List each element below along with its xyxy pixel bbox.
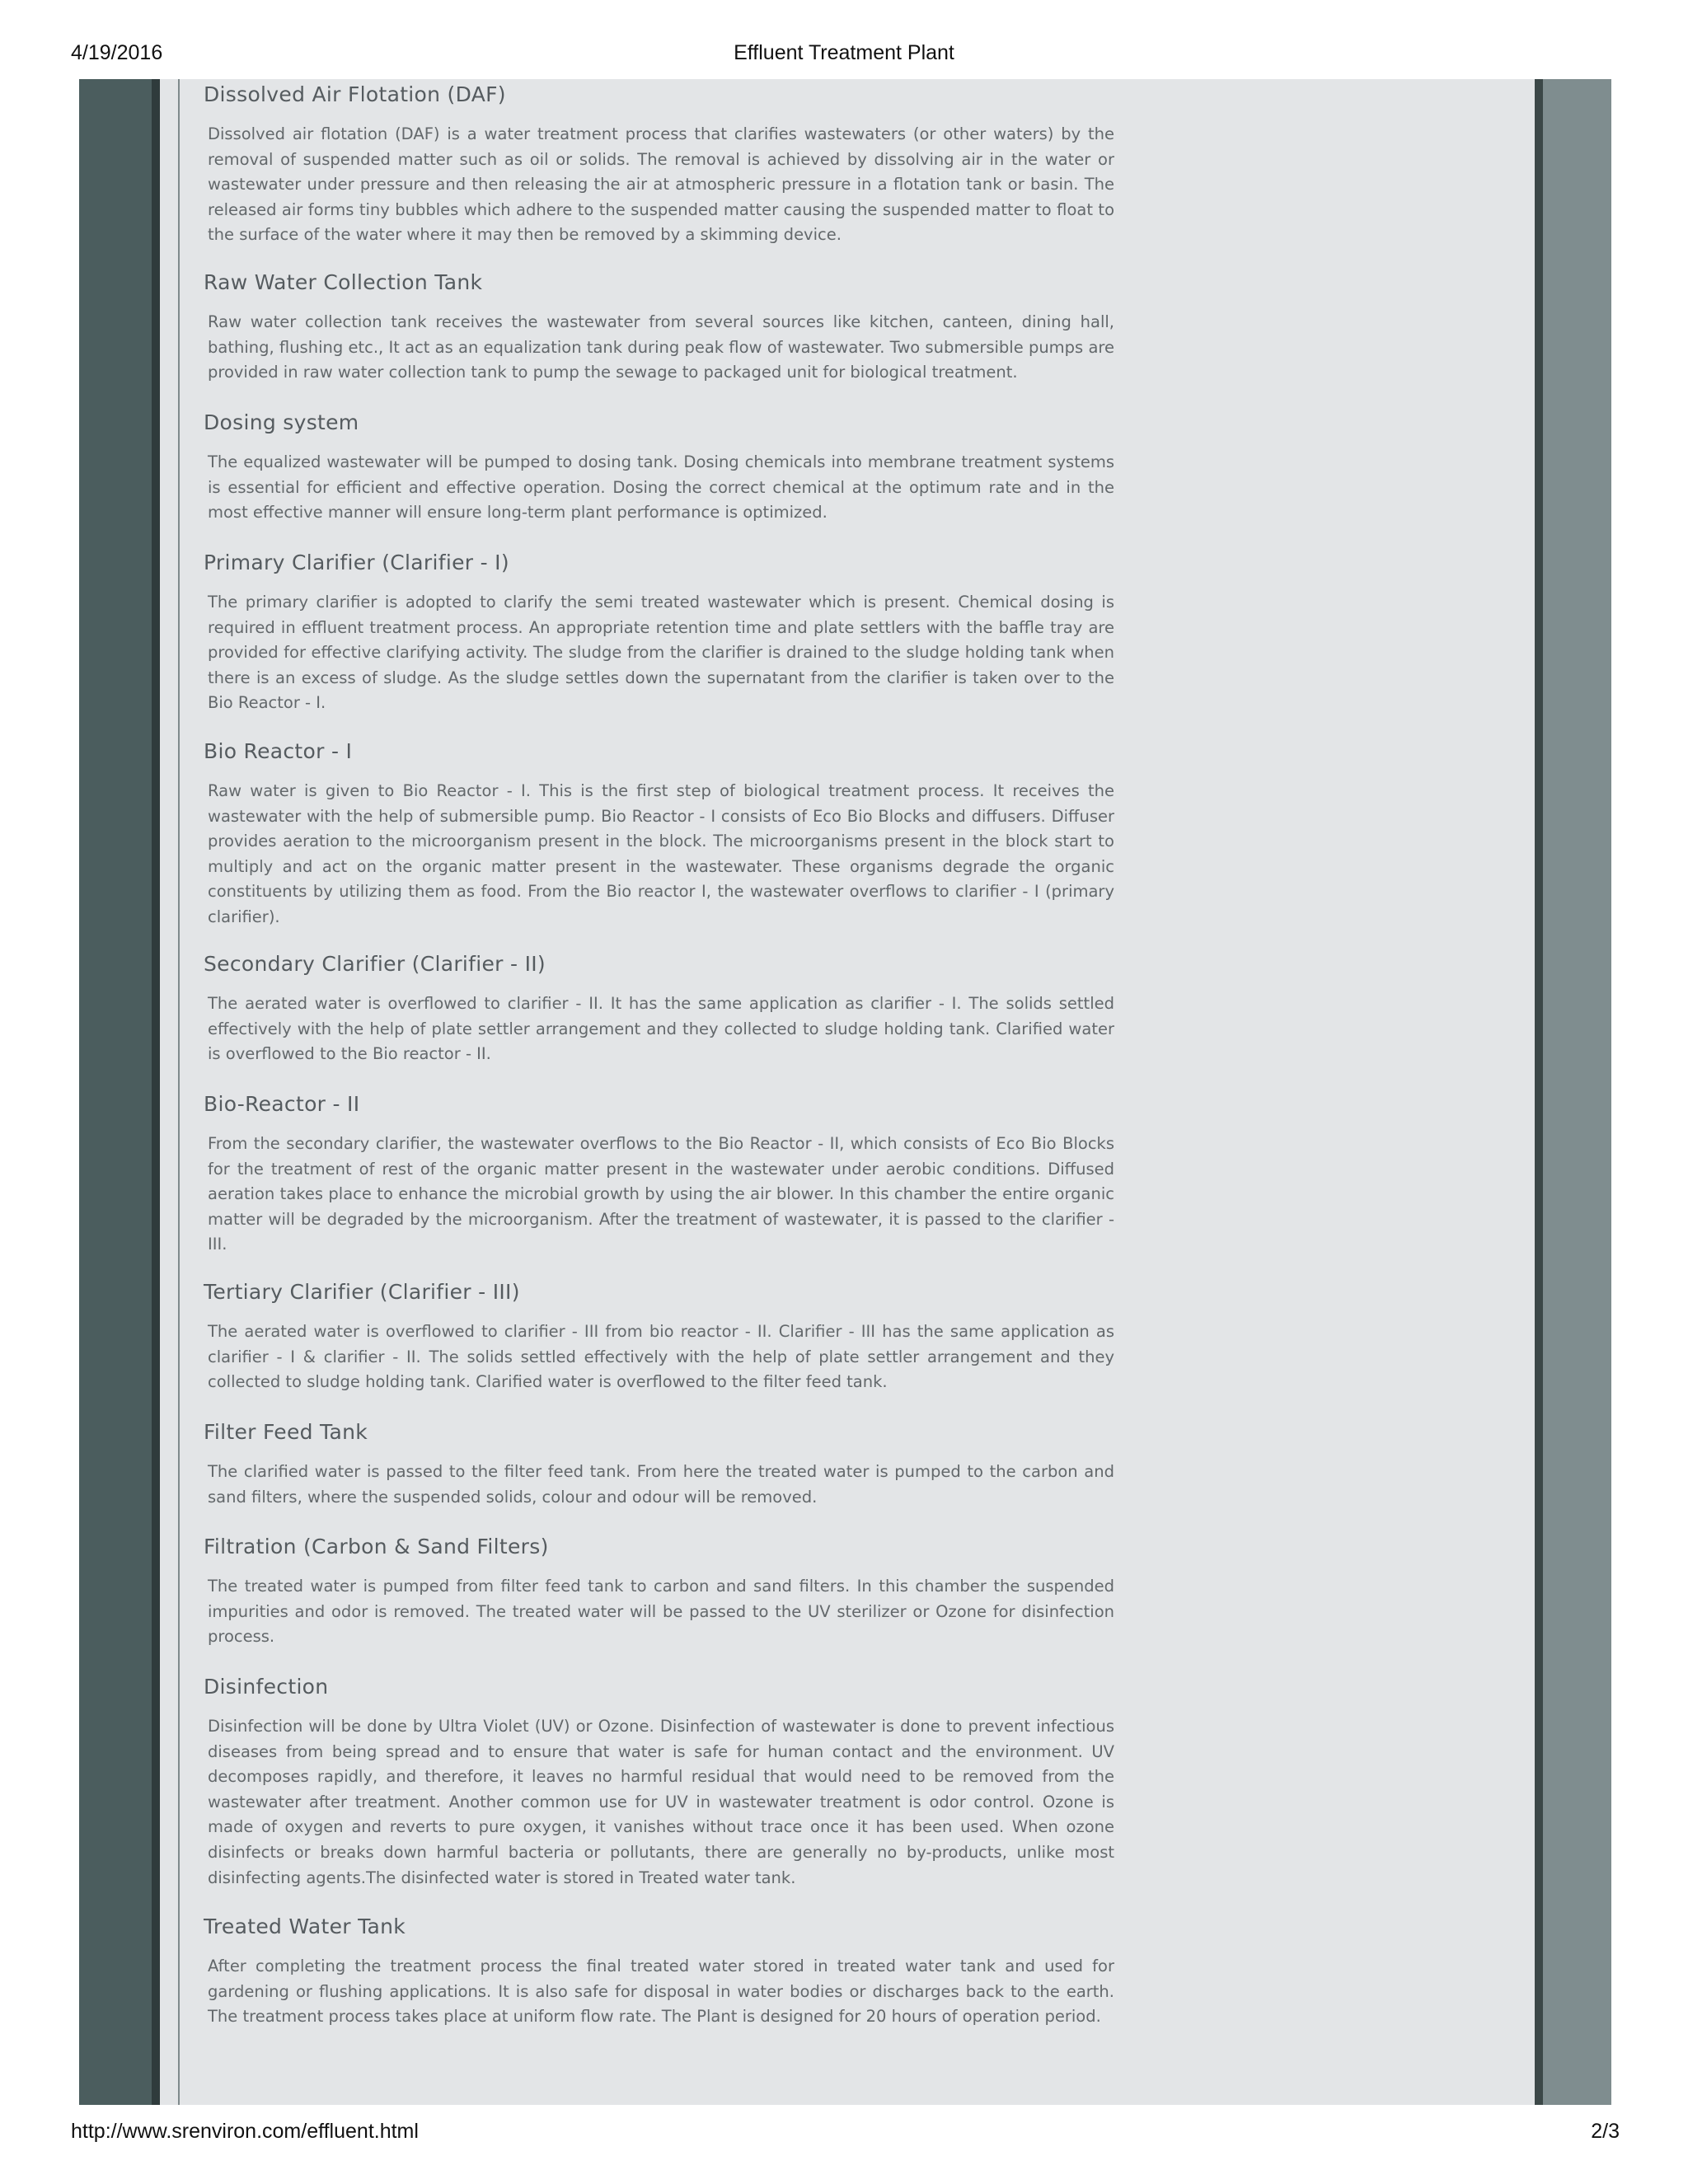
print-page-number: 2/3 — [1591, 2120, 1620, 2143]
left-border-panel — [79, 79, 152, 2105]
section-body: The clarified water is passed to the filter feed tank. From here the treated water is pumped to the carbon and sand filters, where the suspended solids, colour and odour will be removed. — [208, 1462, 1114, 1507]
print-date: 4/19/2016 — [71, 41, 163, 64]
section-body: The aerated water is overflowed to clarifier - III from bio reactor - II. Clarifier - III has the same application as clarifier - I & clarifier - II. The solids settled effectively with the help of plate settler arrangement and they collected to sludge holding tank. Clarified water is overflowed to the filter feed tank. — [208, 1322, 1114, 1392]
content-vertical-rule — [178, 79, 180, 2105]
section-title: Primary Clarifier (Clarifier - I) — [204, 551, 509, 574]
section-body: The aerated water is overflowed to clarifier - II. It has the same application as clarifier - I. The solids settled effectively with the help of plate settler arrangement and they collected to sludge holding tank. Clarified water is overflowed to the Bio reactor - II. — [208, 994, 1114, 1064]
right-border-stripe — [1535, 79, 1543, 2105]
section-body: The equalized wastewater will be pumped to dosing tank. Dosing chemicals into membrane treatment systems is essential for efficient and effective operation. Dosing the correct chemical at the optimum rate and in the most effective manner will ensure long-term plant performance is optimized. — [208, 452, 1114, 523]
content-section — [204, 1671, 1114, 1891]
content-section — [204, 949, 1114, 1067]
content-section — [204, 547, 1114, 716]
content-section — [204, 736, 1114, 930]
section-title: Tertiary Clarifier (Clarifier - III) — [204, 1280, 520, 1304]
section-title: Filter Feed Tank — [204, 1420, 368, 1444]
section-body: From the secondary clarifier, the wastewater overflows to the Bio Reactor - II, which consists of Eco Bio Blocks for the treatment of rest of the organic matter present in the wastewater under aerobic conditions. Diffused aeration takes place to enhance the microbial growth by using the air blower. In this chamber the entire organic matter will be degraded by the microorganism. After the treatment of wastewater, it is passed to the clarifier - III. — [208, 1134, 1114, 1254]
content-section — [204, 79, 1114, 248]
section-body: After completing the treatment process the final treated water stored in treated water tank and used for gardening or flushing applications. It is also safe for disposal in water bodies or discharges back to the earth. The treatment process takes place at uniform flow rate. The Plant is designed for 20 hours of operation period. — [208, 1957, 1114, 2027]
left-border-stripe — [152, 79, 160, 2105]
content-section — [204, 1531, 1114, 1650]
section-title: Bio Reactor - I — [204, 739, 353, 763]
section-body: Raw water collection tank receives the wastewater from several sources like kitchen, canteen, dining hall, bathing, flushing etc., It act as an equalization tank during peak flow of wastewater. Two submersible pumps are provided in raw water collection tank to pump the sewage to packaged unit for biological treatment. — [208, 312, 1114, 382]
section-body: The primary clarifier is adopted to clarify the semi treated wastewater which is present. Chemical dosing is required in effluent treatment process. An appropriate retention time and plate settlers with the baffle tray are provided for effective clarifying activity. The sludge from the clarifier is drained to the sludge holding tank when there is an excess of sludge. As the sludge settles down the supernatant from the clarifier is taken over to the Bio Reactor - I. — [208, 593, 1114, 713]
section-title: Dissolved Air Flotation (DAF) — [204, 82, 506, 106]
section-title: Disinfection — [204, 1675, 329, 1699]
right-border-panel — [1543, 79, 1611, 2105]
content-section — [204, 1277, 1114, 1395]
section-title: Treated Water Tank — [204, 1915, 406, 1938]
print-url: http://www.srenviron.com/effluent.html — [71, 2120, 419, 2143]
content-section — [204, 407, 1114, 526]
section-title: Dosing system — [204, 410, 359, 434]
content-section — [204, 267, 1114, 386]
content-section — [204, 1089, 1114, 1258]
section-body: Raw water is given to Bio Reactor - I. This is the first step of biological treatment process. It receives the wastewater with the help of submersible pump. Bio Reactor - I consists of Eco Bio Blocks and diffusers. Diffuser provides aeration to the microorganism present in the block. The microorganisms present in the block start to multiply and act on the organic matter present in the wastewater. These organisms degrade the organic constituents by utilizing them as food. From the Bio reactor I, the wastewater overflows to clarifier - I (primary clarifier). — [208, 781, 1114, 926]
content-section — [204, 1417, 1114, 1510]
section-body: The treated water is pumped from filter feed tank to carbon and sand filters. In this chamber the suspended impurities and odor is removed. The treated water will be passed to the UV sterilizer or Ozone for disinfection process. — [208, 1577, 1114, 1647]
section-body: Disinfection will be done by Ultra Violet (UV) or Ozone. Disinfection of wastewater is done to prevent infectious diseases from being spread and to ensure that water is safe for human contact and the environment. UV decomposes rapidly, and therefore, it leaves no harmful residual that would need to be removed from the wastewater after treatment. Another common use for UV in wastewater treatment is odor control. Ozone is made of oxygen and reverts to pure oxygen, it vanishes without trace once it has been used. When ozone disinfects or breaks down harmful bacteria or pollutants, there are generally no by-products, unlike most disinfecting agents.The disinfected water is stored in Treated water tank. — [208, 1717, 1114, 1887]
section-title: Bio-Reactor - II — [204, 1092, 360, 1116]
section-title: Filtration (Carbon & Sand Filters) — [204, 1535, 549, 1558]
section-title: Secondary Clarifier (Clarifier - II) — [204, 952, 546, 976]
section-title: Raw Water Collection Tank — [204, 270, 483, 294]
print-page-title: Effluent Treatment Plant — [734, 41, 954, 64]
section-body: Dissolved air flotation (DAF) is a water treatment process that clarifies wastewaters (or other waters) by the removal of suspended matter such as oil or solids. The removal is achieved by dissolving air in the water or wastewater under pressure and then releasing the air at atmospheric pressure in a flotation tank or basin. The released air forms tiny bubbles which adhere to the suspended matter causing the suspended matter to float to the surface of the water where it may then be removed by a skimming device. — [208, 124, 1114, 245]
content-section — [204, 1911, 1114, 2030]
